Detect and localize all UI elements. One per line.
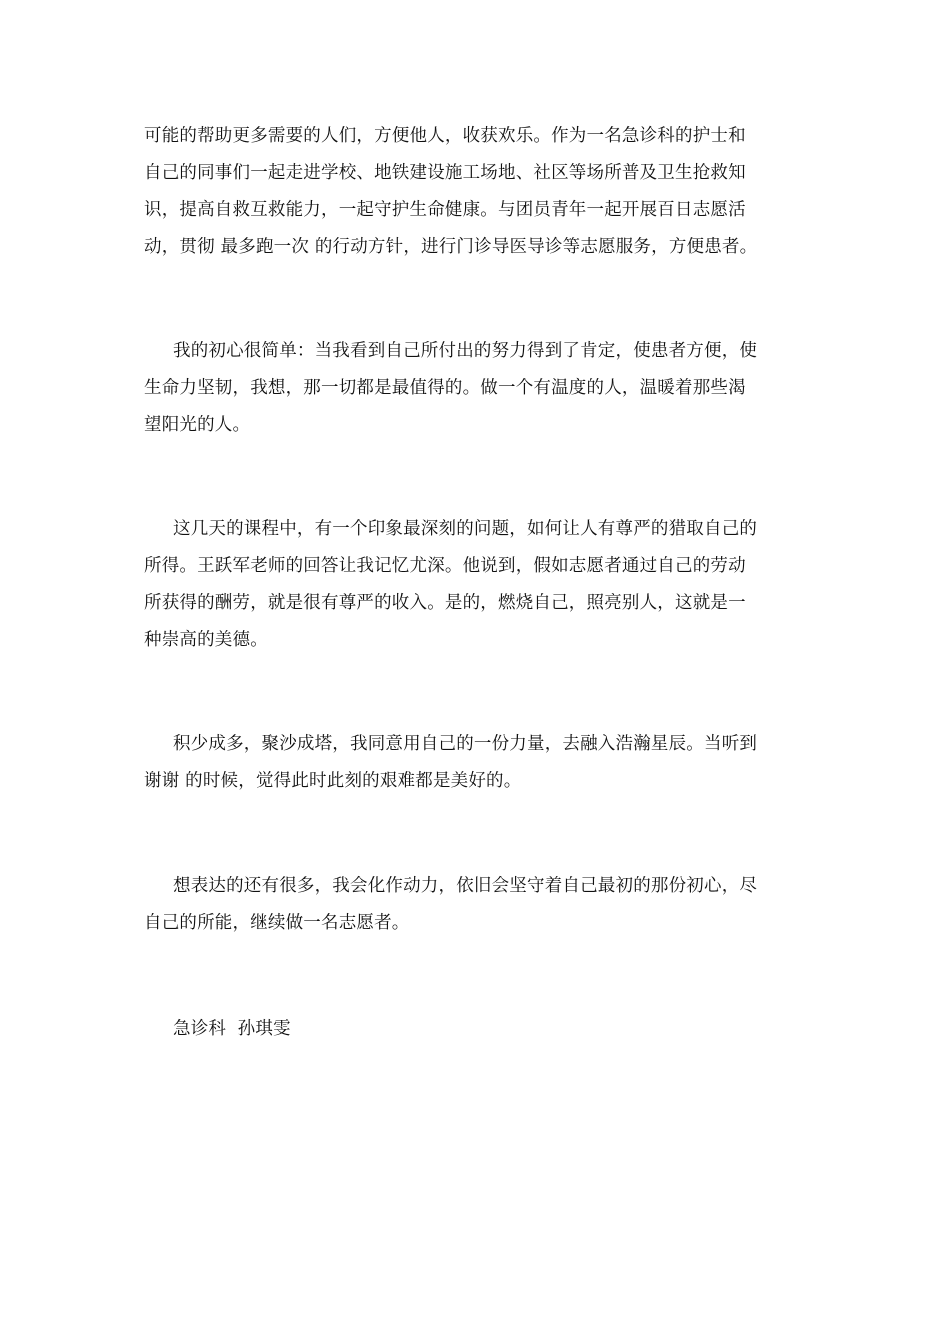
paragraph-course-reflection	[144, 511, 808, 659]
text-line: 可能的帮助更多需要的人们，方便他人，收获欢乐。作为一名急诊科的护士和	[144, 126, 746, 146]
text-line: 动，贯彻 最多跑一次 的行动方针，进行门诊导医导诊等志愿服务，方便患者。	[144, 237, 758, 257]
text-line: 我的初心很简单：当我看到自己所付出的努力得到了肯定，使患者方便，使	[173, 341, 758, 361]
paragraph-closing	[144, 868, 808, 942]
text-line: 想表达的还有很多，我会化作动力，依旧会坚守着自己最初的那份初心，尽	[173, 876, 758, 896]
text-line: 种崇高的美德。	[144, 630, 268, 650]
text-line: 所获得的酬劳，就是很有尊严的收入。是的，燃烧自己，照亮别人，这就是一	[144, 593, 746, 613]
signature	[144, 1011, 808, 1048]
text-line: 识，提高自救互救能力，一起守护生命健康。与团员青年一起开展百日志愿活	[144, 200, 746, 220]
text-line: 生命力坚韧，我想，那一切都是最值得的。做一个有温度的人，温暖着那些渴	[144, 378, 746, 398]
text-line: 这几天的课程中，有一个印象最深刻的问题，如何让人有尊严的猎取自己的	[173, 519, 758, 539]
paragraph-volunteer-activities	[144, 118, 808, 266]
signature-text: 急诊科 孙琪雯	[173, 1019, 291, 1039]
paragraph-original-intention	[144, 333, 808, 444]
text-line: 自己的同事们一起走进学校、地铁建设施工场地、社区等场所普及卫生抢救知	[144, 163, 746, 183]
text-line: 积少成多，聚沙成塔，我同意用自己的一份力量，去融入浩瀚星辰。当听到	[173, 734, 758, 754]
text-line: 所得。王跃军老师的回答让我记忆尤深。他说到，假如志愿者通过自己的劳动	[144, 556, 746, 576]
text-line: 望阳光的人。	[144, 415, 251, 435]
text-line: 自己的所能，继续做一名志愿者。	[144, 913, 410, 933]
paragraph-small-efforts	[144, 726, 808, 800]
text-line: 谢谢 的时候，觉得此时此刻的艰难都是美好的。	[144, 771, 522, 791]
